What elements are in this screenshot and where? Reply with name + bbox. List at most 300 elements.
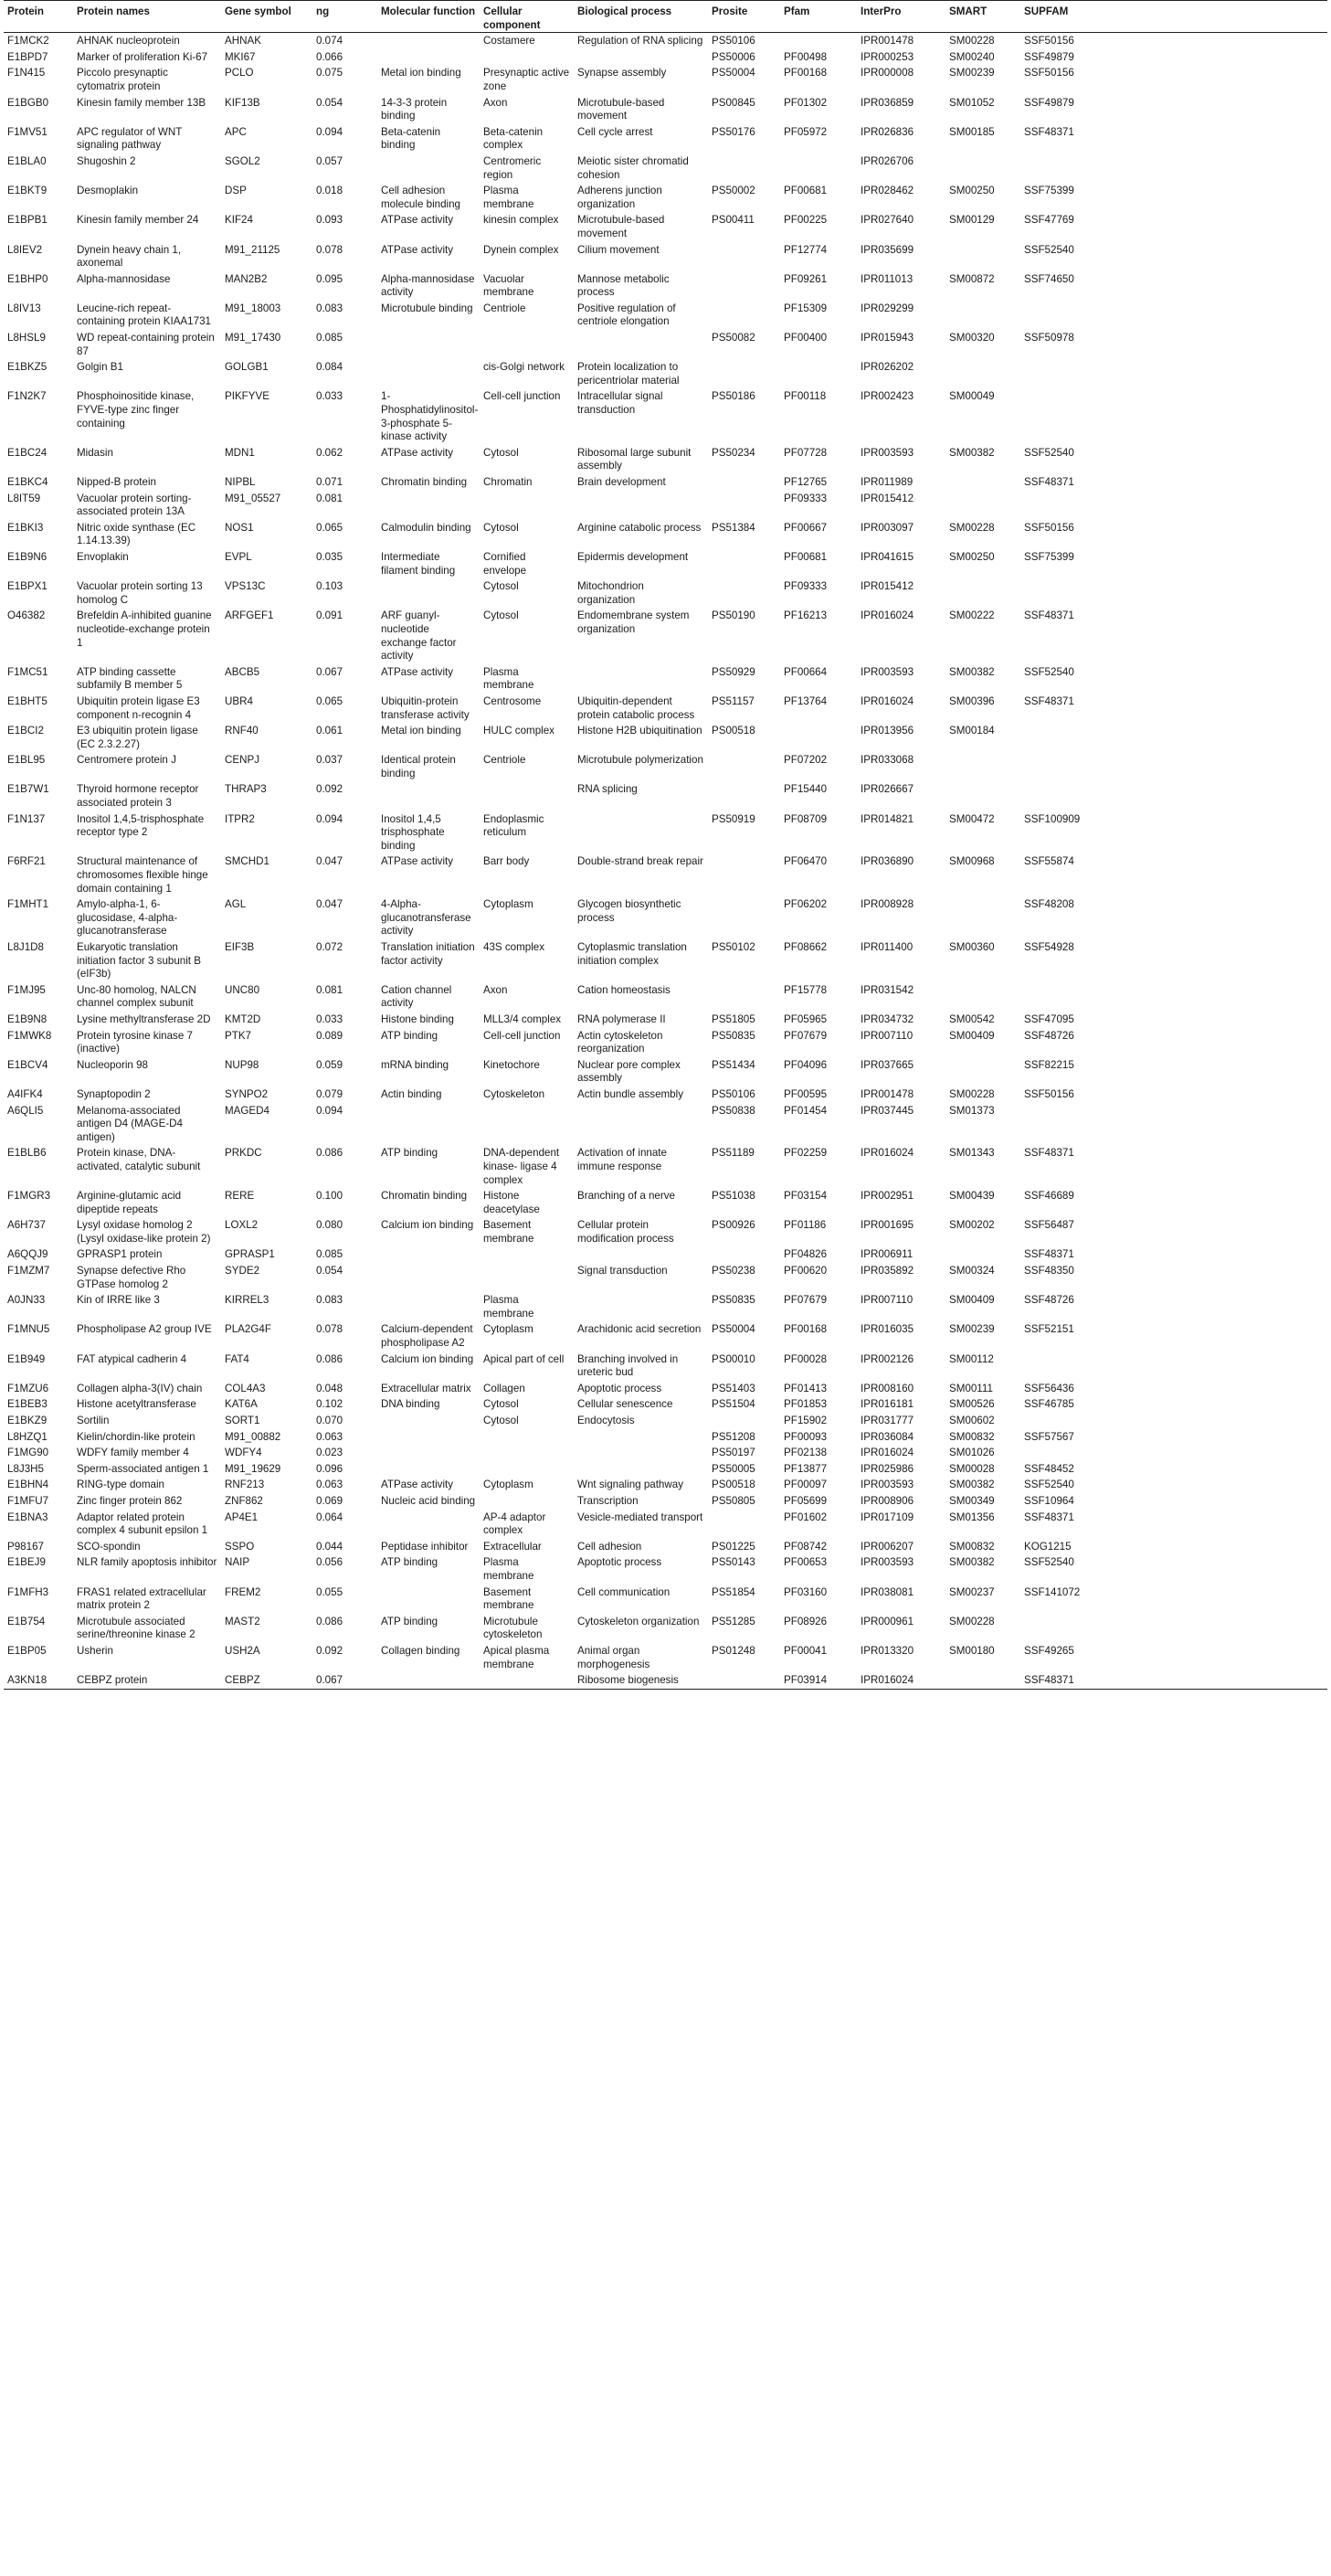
cell-gene-symbol: MDN1 bbox=[225, 446, 255, 459]
cell-protein-id: L8IEV2 bbox=[7, 243, 43, 256]
cell-supfam bbox=[1020, 752, 1327, 781]
cell-ng-value: 0.085 bbox=[316, 1248, 343, 1261]
cell-biological-process: Synapse assembly bbox=[577, 67, 667, 80]
cell-protein-name: Sperm-associated antigen 1 bbox=[77, 1462, 209, 1475]
cell-supfam bbox=[1020, 359, 1327, 388]
cell-ng-value: 0.066 bbox=[316, 50, 343, 63]
cell-prosite: PS51157 bbox=[712, 694, 755, 707]
table-row bbox=[4, 1292, 1327, 1321]
cell-molecular-function: ATP binding bbox=[381, 1147, 438, 1160]
cell-supfam: SSF52151 bbox=[1024, 1323, 1074, 1336]
cell-gene-symbol: CENPJ bbox=[225, 754, 260, 767]
cell-protein-name: Unc-80 homolog, NALCN channel complex subunit bbox=[77, 983, 196, 1010]
cell-supfam bbox=[1020, 154, 1327, 183]
cell-pfam: PF01302 bbox=[784, 96, 828, 109]
cell-molecular-function bbox=[377, 1510, 480, 1539]
cell-supfam: SSF48371 bbox=[1024, 1511, 1074, 1523]
cell-protein-id: E1BP05 bbox=[7, 1644, 47, 1657]
cell-supfam: SSF52540 bbox=[1024, 446, 1074, 459]
cell-supfam: SSF75399 bbox=[1024, 550, 1074, 563]
cell-supfam: SSF48208 bbox=[1024, 898, 1074, 911]
cell-cellular-component: MLL3/4 complex bbox=[483, 1012, 562, 1025]
cell-pfam: PF15902 bbox=[784, 1415, 828, 1426]
cell-prosite: PS50919 bbox=[712, 812, 755, 825]
cell-ng-value: 0.086 bbox=[316, 1147, 343, 1160]
cell-prosite bbox=[708, 301, 780, 330]
cell-protein-name: Kinesin family member 24 bbox=[77, 214, 199, 227]
cell-supfam bbox=[1020, 982, 1327, 1012]
cell-prosite: PS50835 bbox=[712, 1294, 755, 1307]
cell-protein-id: E1BC24 bbox=[7, 446, 48, 459]
cell-interpro: IPR001478 bbox=[861, 1087, 914, 1100]
cell-gene-symbol: PTK7 bbox=[225, 1029, 251, 1042]
cell-pfam: PF00595 bbox=[784, 1087, 828, 1100]
cell-protein-id: F1MZM7 bbox=[7, 1265, 50, 1277]
cell-interpro: IPR006207 bbox=[861, 1540, 914, 1553]
cell-protein-id: L8HSL9 bbox=[7, 332, 46, 345]
cell-protein-id: F1MC51 bbox=[7, 665, 48, 678]
cell-smart: SM00228 bbox=[949, 35, 995, 48]
cell-smart: SM00028 bbox=[949, 1462, 995, 1475]
cell-interpro: IPR025986 bbox=[861, 1462, 914, 1475]
cell-supfam bbox=[1020, 1103, 1327, 1146]
cell-interpro: IPR008928 bbox=[861, 898, 914, 911]
column-header-interpro: InterPro bbox=[857, 1, 945, 33]
cell-ng-value: 0.023 bbox=[316, 1447, 343, 1459]
cell-pfam bbox=[780, 723, 857, 752]
cell-smart: SM00396 bbox=[949, 694, 995, 707]
column-header-smart: SMART bbox=[945, 1, 1020, 33]
cell-ng-value: 0.048 bbox=[316, 1382, 343, 1394]
cell-smart bbox=[945, 752, 1020, 781]
cell-gene-symbol: KIF13B bbox=[225, 96, 260, 109]
cell-biological-process: Activation of innate immune response bbox=[577, 1147, 667, 1172]
cell-smart: SM00872 bbox=[949, 272, 995, 285]
cell-supfam: SSF48726 bbox=[1024, 1029, 1074, 1042]
table-row bbox=[4, 1087, 1327, 1103]
cell-ng-value: 0.037 bbox=[316, 754, 343, 767]
cell-pfam: PF12774 bbox=[784, 243, 828, 256]
cell-gene-symbol: KIF24 bbox=[225, 214, 253, 227]
cell-pfam: PF07679 bbox=[784, 1029, 828, 1042]
cell-gene-symbol: LOXL2 bbox=[225, 1219, 259, 1232]
cell-interpro: IPR015412 bbox=[861, 580, 914, 593]
cell-biological-process: Branching involved in ureteric bud bbox=[577, 1352, 679, 1379]
cell-protein-name: Synaptopodin 2 bbox=[77, 1087, 151, 1100]
cell-protein-id: L8HZQ1 bbox=[7, 1430, 48, 1443]
cell-prosite: PS50004 bbox=[712, 1323, 755, 1336]
cell-smart bbox=[945, 1246, 1020, 1263]
cell-pfam: PF13764 bbox=[784, 694, 828, 707]
table-row bbox=[4, 359, 1327, 388]
cell-protein-name: CEBPZ protein bbox=[73, 1672, 221, 1689]
cell-protein-name: Vacuolar protein sorting 13 homolog C bbox=[77, 580, 203, 606]
cell-smart: SM00382 bbox=[949, 446, 995, 459]
cell-pfam: PF05699 bbox=[784, 1494, 828, 1507]
cell-pfam: PF00097 bbox=[784, 1479, 828, 1491]
cell-supfam bbox=[1020, 1445, 1327, 1461]
cell-interpro: IPR003097 bbox=[861, 521, 914, 534]
cell-supfam: SSF48371 bbox=[1024, 610, 1074, 622]
cell-cellular-component bbox=[480, 1445, 574, 1461]
cell-interpro: IPR002126 bbox=[861, 1352, 914, 1365]
cell-protein-name: Alpha-mannosidase bbox=[77, 272, 171, 285]
table-row bbox=[4, 1614, 1327, 1643]
cell-cellular-component bbox=[480, 1263, 574, 1292]
cell-molecular-function: ATPase activity bbox=[381, 446, 454, 459]
cell-cellular-component: kinesin complex bbox=[483, 214, 559, 227]
cell-gene-symbol: FAT4 bbox=[225, 1352, 249, 1365]
cell-interpro: IPR017109 bbox=[861, 1511, 914, 1523]
cell-ng-value: 0.055 bbox=[316, 1585, 343, 1598]
cell-biological-process: Cytoskeleton organization bbox=[577, 1615, 700, 1627]
cell-molecular-function bbox=[377, 1461, 480, 1478]
cell-gene-symbol: AP4E1 bbox=[225, 1511, 259, 1523]
cell-prosite: PS01248 bbox=[712, 1644, 755, 1657]
cell-supfam bbox=[1020, 578, 1327, 608]
cell-biological-process bbox=[574, 1445, 708, 1461]
cell-interpro: IPR031777 bbox=[861, 1415, 914, 1426]
cell-cellular-component: cis-Golgi network bbox=[483, 361, 565, 374]
cell-biological-process: Actin bundle assembly bbox=[577, 1087, 683, 1100]
cell-gene-symbol: FREM2 bbox=[225, 1585, 261, 1598]
cell-protein-id: E1BEB3 bbox=[7, 1398, 48, 1411]
cell-smart bbox=[945, 242, 1020, 271]
cell-gene-symbol: MKI67 bbox=[225, 50, 256, 63]
cell-prosite bbox=[708, 1413, 780, 1429]
cell-molecular-function bbox=[377, 1413, 480, 1429]
cell-cellular-component: Cytoplasm bbox=[483, 1479, 533, 1491]
cell-protein-name: Protein tyrosine kinase 7 (inactive) bbox=[77, 1029, 193, 1055]
cell-pfam: PF05972 bbox=[784, 125, 828, 138]
cell-cellular-component: Histone deacetylase bbox=[483, 1190, 540, 1215]
cell-ng-value: 0.072 bbox=[316, 941, 343, 953]
cell-protein-id: F1N415 bbox=[7, 67, 46, 80]
cell-supfam: SSF48371 bbox=[1024, 476, 1074, 488]
cell-protein-id: A6QQJ9 bbox=[7, 1248, 48, 1261]
cell-ng-value: 0.047 bbox=[316, 898, 343, 911]
cell-supfam: SSF48350 bbox=[1024, 1265, 1074, 1277]
cell-smart: SM00439 bbox=[949, 1190, 995, 1203]
cell-gene-symbol: VPS13C bbox=[225, 580, 266, 593]
cell-gene-symbol: MAGED4 bbox=[225, 1104, 269, 1117]
cell-prosite bbox=[708, 578, 780, 608]
cell-interpro: IPR002951 bbox=[861, 1190, 914, 1203]
cell-molecular-function: Microtubule binding bbox=[381, 302, 473, 314]
cell-pfam: PF00681 bbox=[784, 185, 828, 197]
cell-interpro: IPR014821 bbox=[861, 812, 914, 825]
cell-protein-id: E1BKZ9 bbox=[7, 1415, 48, 1426]
cell-pfam: PF01602 bbox=[784, 1511, 828, 1523]
cell-molecular-function bbox=[377, 1445, 480, 1461]
cell-protein-id: F6RF21 bbox=[7, 855, 46, 868]
cell-cellular-component: Basement membrane bbox=[483, 1219, 534, 1245]
cell-molecular-function: ATPase activity bbox=[381, 665, 454, 678]
cell-gene-symbol: M91_19629 bbox=[225, 1462, 281, 1475]
cell-interpro: IPR008906 bbox=[861, 1494, 914, 1507]
cell-supfam bbox=[1020, 1614, 1327, 1643]
cell-molecular-function: ATPase activity bbox=[381, 855, 454, 868]
cell-interpro: IPR026202 bbox=[861, 361, 914, 374]
cell-ng-value: 0.086 bbox=[316, 1615, 343, 1627]
cell-gene-symbol: NUP98 bbox=[225, 1058, 259, 1071]
cell-biological-process: Cell adhesion bbox=[577, 1540, 642, 1553]
cell-pfam: PF12765 bbox=[784, 476, 828, 488]
cell-cellular-component: AP-4 adaptor complex bbox=[483, 1511, 546, 1537]
cell-supfam bbox=[1020, 781, 1327, 811]
cell-protein-name: Eukaryotic translation initiation factor 3 subunit B (eIF3b) bbox=[77, 941, 201, 981]
cell-biological-process: Cilium movement bbox=[577, 243, 660, 256]
cell-pfam: PF00093 bbox=[784, 1430, 828, 1443]
cell-supfam: SSF54928 bbox=[1024, 941, 1074, 953]
cell-pfam: PF01186 bbox=[784, 1219, 827, 1232]
cell-interpro: IPR016024 bbox=[861, 694, 914, 707]
cell-prosite: PS50143 bbox=[712, 1556, 755, 1569]
table-body bbox=[4, 33, 1327, 1690]
cell-gene-symbol: DSP bbox=[225, 185, 247, 197]
cell-cellular-component: Kinetochore bbox=[483, 1058, 540, 1071]
cell-supfam: SSF48371 bbox=[1024, 1248, 1074, 1261]
cell-biological-process: RNA polymerase II bbox=[577, 1012, 666, 1025]
cell-molecular-function: Translation initiation factor activity bbox=[381, 941, 475, 967]
cell-cellular-component: 43S complex bbox=[483, 941, 545, 953]
cell-molecular-function bbox=[377, 1292, 480, 1321]
cell-molecular-function: ATPase activity bbox=[381, 214, 454, 227]
cell-ng-value: 0.069 bbox=[316, 1494, 343, 1507]
cell-supfam: SSF50978 bbox=[1024, 332, 1074, 345]
cell-biological-process bbox=[574, 330, 708, 359]
column-header-prosite: Prosite bbox=[708, 1, 780, 33]
cell-interpro: IPR000253 bbox=[861, 50, 914, 63]
cell-protein-id: A6H737 bbox=[7, 1219, 46, 1232]
cell-prosite bbox=[708, 242, 780, 271]
table-row bbox=[4, 212, 1327, 241]
cell-biological-process bbox=[574, 1461, 708, 1478]
cell-molecular-function bbox=[377, 1672, 480, 1689]
cell-gene-symbol: COL4A3 bbox=[225, 1382, 266, 1394]
cell-protein-name: Microtubule associated serine/threonine kinase 2 bbox=[77, 1615, 195, 1641]
cell-gene-symbol: WDFY4 bbox=[225, 1447, 262, 1459]
cell-supfam: SSF48726 bbox=[1024, 1294, 1074, 1307]
cell-pfam: PF02259 bbox=[784, 1147, 828, 1160]
cell-gene-symbol: ITPR2 bbox=[225, 812, 255, 825]
cell-interpro: IPR016024 bbox=[861, 610, 914, 622]
cell-supfam: SSF52540 bbox=[1024, 243, 1074, 256]
table-row bbox=[4, 694, 1327, 723]
cell-smart: SM00409 bbox=[949, 1029, 995, 1042]
cell-biological-process: Mannose metabolic process bbox=[577, 272, 670, 299]
cell-prosite: PS51038 bbox=[712, 1190, 755, 1203]
cell-ng-value: 0.083 bbox=[316, 1294, 343, 1307]
cell-protein-name: Phospholipase A2 group IVE bbox=[77, 1323, 212, 1336]
cell-gene-symbol: SYNPO2 bbox=[225, 1087, 269, 1100]
cell-gene-symbol: KAT6A bbox=[225, 1398, 258, 1411]
cell-cellular-component: Apical plasma membrane bbox=[483, 1644, 550, 1670]
cell-interpro: IPR036084 bbox=[861, 1430, 914, 1443]
cell-interpro: IPR041615 bbox=[861, 550, 914, 563]
cell-smart: SM00349 bbox=[949, 1494, 995, 1507]
table-row bbox=[4, 445, 1327, 474]
cell-biological-process bbox=[574, 1103, 708, 1146]
cell-protein-id: O46382 bbox=[7, 610, 46, 622]
cell-molecular-function: Cation channel activity bbox=[381, 983, 452, 1010]
cell-pfam: PF00028 bbox=[784, 1352, 828, 1365]
cell-protein-name: Phosphoinositide kinase, FYVE-type zinc finger containing bbox=[77, 390, 195, 429]
cell-prosite bbox=[708, 781, 780, 811]
cell-molecular-function: Identical protein binding bbox=[381, 754, 456, 779]
cell-interpro: IPR036890 bbox=[861, 855, 914, 868]
cell-cellular-component bbox=[480, 491, 574, 520]
cell-biological-process: Epidermis development bbox=[577, 550, 689, 563]
cell-cellular-component: Cell-cell junction bbox=[483, 390, 561, 403]
cell-supfam: SSF56487 bbox=[1024, 1219, 1074, 1232]
cell-supfam: SSF56436 bbox=[1024, 1382, 1074, 1394]
cell-protein-name: Shugoshin 2 bbox=[77, 154, 136, 167]
cell-ng-value: 0.081 bbox=[316, 983, 343, 996]
cell-molecular-function: ATP binding bbox=[381, 1029, 438, 1042]
cell-smart: SM01026 bbox=[949, 1447, 995, 1459]
cell-smart: SM00602 bbox=[949, 1415, 995, 1426]
cell-interpro: IPR006911 bbox=[861, 1248, 914, 1261]
cell-protein-id: L8IT59 bbox=[7, 492, 41, 504]
cell-smart: SM00202 bbox=[949, 1219, 995, 1232]
table-row bbox=[4, 330, 1327, 359]
cell-supfam: SSF49265 bbox=[1024, 1644, 1074, 1657]
cell-prosite bbox=[708, 1510, 780, 1539]
cell-pfam: PF09333 bbox=[784, 580, 828, 593]
cell-cellular-component: Cytosol bbox=[483, 1398, 519, 1411]
cell-supfam: SSF10964 bbox=[1024, 1494, 1074, 1507]
protein-annotation-table bbox=[4, 0, 1327, 1690]
cell-interpro: IPR037445 bbox=[861, 1104, 914, 1117]
cell-molecular-function bbox=[377, 33, 480, 49]
cell-ng-value: 0.018 bbox=[316, 185, 343, 197]
table-row bbox=[4, 491, 1327, 520]
cell-protein-id: E1BKI3 bbox=[7, 521, 44, 534]
cell-gene-symbol: AHNAK bbox=[225, 35, 261, 48]
cell-protein-id: A3KN18 bbox=[4, 1672, 73, 1689]
cell-gene-symbol: M91_21125 bbox=[225, 243, 280, 256]
column-header-pfam: Pfam bbox=[780, 1, 857, 33]
table-row bbox=[4, 1057, 1327, 1087]
cell-gene-symbol: SSPO bbox=[225, 1540, 255, 1553]
cell-smart bbox=[945, 578, 1020, 608]
cell-gene-symbol: M91_18003 bbox=[225, 302, 281, 314]
cell-smart: SM00228 bbox=[949, 521, 995, 534]
cell-prosite bbox=[708, 474, 780, 491]
cell-protein-id: L8J3H5 bbox=[7, 1462, 44, 1475]
cell-prosite bbox=[708, 549, 780, 578]
cell-molecular-function: Extracellular matrix bbox=[381, 1382, 471, 1394]
cell-gene-symbol: PLA2G4F bbox=[225, 1323, 271, 1336]
table-row bbox=[4, 271, 1327, 301]
cell-gene-symbol: ABCB5 bbox=[225, 665, 260, 678]
cell-supfam: SSF49879 bbox=[1024, 96, 1074, 109]
table-row bbox=[4, 1188, 1327, 1217]
cell-supfam: SSF48371 bbox=[1024, 1147, 1074, 1160]
cell-smart: SM01356 bbox=[949, 1511, 995, 1523]
cell-ng-value: 0.056 bbox=[316, 1556, 343, 1569]
cell-biological-process: Ribosome biogenesis bbox=[574, 1672, 708, 1689]
cell-protein-name: Zinc finger protein 862 bbox=[77, 1494, 183, 1507]
cell-smart: SM00111 bbox=[949, 1382, 993, 1394]
cell-cellular-component: Cytoskeleton bbox=[483, 1087, 545, 1100]
cell-cellular-component: Axon bbox=[483, 983, 508, 996]
cell-pfam: PF16213 bbox=[784, 610, 828, 622]
cell-molecular-function bbox=[377, 1103, 480, 1146]
cell-gene-symbol: AGL bbox=[225, 898, 247, 911]
table-row bbox=[4, 664, 1327, 694]
cell-gene-symbol: SORT1 bbox=[225, 1415, 260, 1426]
cell-pfam: PF01853 bbox=[784, 1398, 828, 1411]
cell-gene-symbol: GOLGB1 bbox=[225, 361, 269, 374]
cell-pfam: PF05965 bbox=[784, 1012, 828, 1025]
cell-prosite: PS50176 bbox=[712, 125, 755, 138]
cell-prosite bbox=[708, 491, 780, 520]
cell-pfam: PF00667 bbox=[784, 521, 828, 534]
cell-smart: SM00968 bbox=[949, 855, 995, 868]
cell-supfam: SSF47095 bbox=[1024, 1012, 1074, 1025]
cell-interpro: IPR016024 bbox=[857, 1672, 945, 1689]
cell-biological-process: Double-strand break repair bbox=[577, 855, 703, 868]
cell-gene-symbol: PCLO bbox=[225, 67, 254, 80]
cell-biological-process: Vesicle-mediated transport bbox=[577, 1511, 703, 1523]
cell-smart: SM00240 bbox=[949, 50, 995, 63]
cell-gene-symbol: SYDE2 bbox=[225, 1265, 260, 1277]
cell-interpro: IPR036859 bbox=[861, 96, 914, 109]
cell-pfam: PF07202 bbox=[784, 754, 828, 767]
cell-molecular-function: Intermediate filament binding bbox=[381, 550, 456, 577]
cell-prosite: PS51403 bbox=[712, 1382, 755, 1394]
cell-prosite bbox=[708, 1246, 780, 1263]
column-header-cellular-component: Cellular component bbox=[480, 1, 574, 33]
cell-supfam: SSF75399 bbox=[1024, 185, 1074, 197]
cell-ng-value: 0.095 bbox=[316, 272, 343, 285]
cell-cellular-component bbox=[480, 330, 574, 359]
cell-supfam bbox=[1020, 301, 1327, 330]
cell-ng-value: 0.080 bbox=[316, 1219, 343, 1232]
cell-ng-value: 0.033 bbox=[316, 390, 343, 403]
cell-interpro: IPR016035 bbox=[861, 1323, 914, 1336]
cell-biological-process: Cell communication bbox=[577, 1585, 671, 1598]
cell-prosite: PS01225 bbox=[712, 1540, 755, 1553]
cell-protein-id: E1BLB6 bbox=[7, 1147, 47, 1160]
cell-protein-name: Protein kinase, DNA-activated, catalytic subunit bbox=[77, 1147, 201, 1172]
cell-protein-id: E1B7W1 bbox=[7, 783, 49, 796]
cell-gene-symbol: MAN2B2 bbox=[225, 272, 268, 285]
cell-protein-name: RING-type domain bbox=[77, 1479, 165, 1491]
cell-smart bbox=[945, 1057, 1020, 1087]
cell-smart: SM00526 bbox=[949, 1398, 995, 1411]
cell-biological-process bbox=[574, 811, 708, 854]
cell-molecular-function bbox=[377, 1429, 480, 1446]
cell-cellular-component: Cytosol bbox=[483, 610, 519, 622]
cell-molecular-function bbox=[377, 330, 480, 359]
cell-biological-process: Animal organ morphogenesis bbox=[577, 1644, 650, 1670]
cell-protein-name: Usherin bbox=[77, 1644, 113, 1657]
cell-cellular-component: Cytoplasm bbox=[483, 898, 533, 911]
cell-protein-id: F1MG90 bbox=[7, 1447, 49, 1459]
cell-gene-symbol: EIF3B bbox=[225, 941, 255, 953]
cell-cellular-component: Plasma membrane bbox=[483, 665, 534, 692]
cell-smart: SM00180 bbox=[949, 1644, 995, 1657]
cell-pfam: PF00225 bbox=[784, 214, 828, 227]
cell-protein-name: Dynein heavy chain 1, axonemal bbox=[77, 243, 182, 270]
cell-prosite: PS50238 bbox=[712, 1265, 755, 1277]
cell-protein-name: ATP binding cassette subfamily B member 5 bbox=[77, 665, 183, 692]
cell-protein-id: F1MFH3 bbox=[7, 1585, 49, 1598]
cell-prosite: PS00845 bbox=[712, 96, 755, 109]
